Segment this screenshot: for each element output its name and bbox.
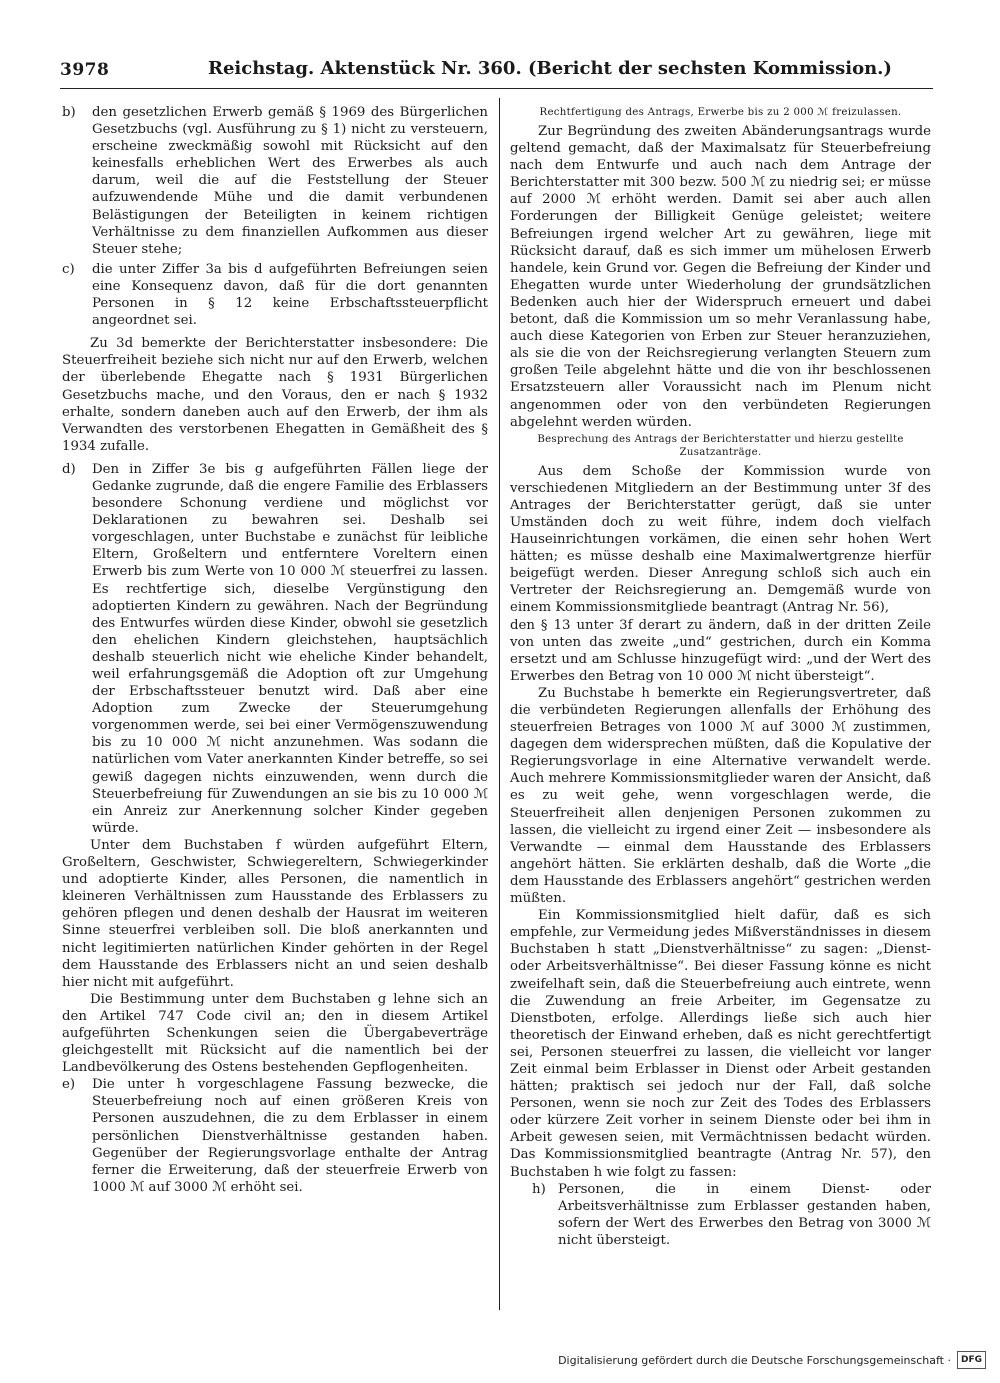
paragraph: Aus dem Schoße der Kommission wurde von verschiedenen Mitgliedern an der Bestimmung unter 3f des Antrages der Berichterstatter gerügt, daß sie unter Umständen doch zu weit führe, indem doch vielfach Hauseinrichtungen vorkämen, die einen sehr hohen Wert hätten; es müsse deshalb eine Maximalwertgrenze hierfür beigefügt werden. Dieser Anregung schloß sich auch ein Vertreter der Reichsregierung an. Demgemäß wurde von einem Kommissionsmitgliede beantragt (Antrag Nr. 56), — [510, 463, 931, 616]
section-heading: Rechtfertigung des Antrags, Erwerbe bis zu 2 000 ℳ freizulassen. — [539, 107, 902, 118]
paragraph: Ein Kommissionsmitglied hielt dafür, daß es sich empfehle, zur Vermeidung jedes Mißverständnisses in diesem Buchstaben h statt „Dienstverhältnisse“ zu sagen: „Dienst- oder Arbeitsverhältnisse“. Bei dieser Fassung könne es nicht zweifelhaft sein, daß die Steuerbefreiung auch eintrete, wenn die Zuwendung an freie Arbeiter, im Gegensatze zu Dienstboten, erfolge. Allerdings ließe sich auch hier theoretisch der Einwand erheben, daß es nicht gerechtfertigt sei, Personen steuerfrei zu lassen, die vielleicht vor langer Zeit einmal beim Erblasser in Dienst oder Arbeit gestanden hätten; praktisch sei jedoch nur der Fall, daß solche Personen, wenn sie noch zur Zeit des Todes des Erblassers oder kürzere Zeit vorher in seinem Dienste oder bei ihm in Arbeit gewesen seien, mit Vermächtnissen bedacht würden. Das Kommissionsmitglied beantragte (Antrag Nr. 57), den Buchstaben h wie folgt zu fassen: — [510, 908, 931, 1180]
item-label: b) — [62, 105, 76, 120]
item-label: c) — [62, 261, 75, 277]
list-item-c — [62, 261, 488, 329]
item-text: Personen, die in einem Dienst- oder Arbeitsverhältnisse zum Erblasser gestanden haben, sofern der Wert des Erwerbes den Betrag von 3000 ℳ nicht übersteigt. — [558, 1181, 931, 1248]
paragraph-3d: Zu 3d bemerkte der Berichterstatter insbesondere: Die Steuerfreiheit beziehe sich nicht nur auf den Erwerb, welchen der überlebende Ehegatte nach § 1931 Bürgerlichen Gesetzbuchs mache, und den Voraus, den er nach § 1932 erhalte, sondern daneben auch auf den Erwerb, der ihm als Verwandten des verstorbenen Ehegatten in Gemäßheit des § 1934 zufalle. — [62, 336, 488, 454]
list-item-b — [62, 104, 488, 258]
item-text: Den in Ziffer 3e bis g aufgeführten Fällen liege der Gedanke zugrunde, daß die engere Familie des Erblassers besondere Schonung verdiene und möglichst vor Deklarationen zu bewahren sei. Deshalb sei vorgeschlagen, unter Buchstabe e zunächst für leibliche Eltern, Großeltern und entferntere Voreltern einen Erwerb bis zum Werte von 10 000 ℳ steuerfrei zu lassen. Es rechtfertige sich, dieselbe Vergünstigung den adoptierten Kindern zu gewähren. Nach der Begründung des Entwurfes würden diese Kinder, obwohl sie gesetzlich den ehelichen Kindern gleichstehen, hauptsächlich deshalb steuerlich nicht wie eheliche Kinder behandelt, weil erfahrungsgemäß die Adoption oft zur Umgehung der Erbschaftssteuer benutzt wird. Daß aber eine Adoption zum Zwecke der Steuerumgehung vorgenommen werde, sei bei einer Vermögenszuwendung bis zu 10 000 ℳ nicht anzunehmen. Was sodann die natürlichen vom Vater anerkannten Kinder betreffe, so sei gewiß dagegen nichts einzuwenden, wenn durch die Steuerbefreiung für Zuwendungen an sie bis zu 10 000 ℳ ein Anreiz zur Anerkennung solcher Kinder gegeben würde. — [92, 461, 488, 836]
digitization-footer — [558, 1351, 986, 1369]
item-text: Die unter h vorgeschlagene Fassung bezwecke, die Steuerbefreiung noch auf einen größeren Kreis von Personen auszudehnen, die zu dem Erblasser in einem persönlichen Dienstverhältnisse gestanden haben. Gegenüber der Regierungsvorlage enthalte der Antrag ferner die Erweiterung, daß der steuerfreie Erwerb von 1000 ℳ auf 3000 ℳ erhöht sei. — [92, 1077, 488, 1195]
paragraph: Zur Begründung des zweiten Abänderungsantrags wurde geltend gemacht, daß der Maximalsatz für Steuerbefreiung nach dem Entwurfe und auch nach dem Antrage der Berichterstatter mit 300 bezw. 500 ℳ zu niedrig sei; er müsse auf 2000 ℳ erhöht werden. Damit sei aber auch allen Forderungen der Billigkeit Genüge geleistet; weitere Befreiungen irgend welcher Art zu gewähren, liege mit Rücksicht darauf, daß es sich immer um mühelosen Erwerb handele, kein Grund vor. Gegen die Befreiung der Kinder und Ehegatten wurde unter Wiederholung der grundsätzlichen Bedenken auch hier der Widerspruch erneuert und dabei betont, daß die Kommission um so mehr Veranlassung habe, auch diese Kategorien von Erben zur Steuer heranzuziehen, als sie die von der Reichsregierung verlangten Steuern zum großen Teile abgelehnt hätte und die von ihr beschlossenen Ersatzsteuern aller Voraussicht nach im Plenum nicht angenommen oder von den verbündeten Regierungen abgelehnt werden würden. — [510, 124, 931, 430]
list-item-h — [532, 1181, 931, 1249]
item-label: e) — [62, 1077, 76, 1093]
left-column — [62, 104, 488, 1196]
header-rule — [60, 88, 933, 89]
motion-quote: den § 13 unter 3f derart zu ändern, daß in der dritten Zeile von unten das zweite „und“ gestrichen, durch ein Komma ersetzt und am Schlusse hinzugefügt wird: „und der Wert des Erwerbes den Betrag von 10 000 ℳ nicht übersteigt“. — [510, 617, 931, 684]
paragraph: Zu Buchstabe h bemerkte ein Regierungsvertreter, daß die verbündeten Regierungen allenfalls der Erhöhung des steuerfreien Betrages von 1000 ℳ auf 3000 ℳ zustimmen, dagegen dem widersprechen müßten, daß die Kopulative der Regierungsvorlage in eine Alternative verwandelt werde. Auch mehrere Kommissionsmitglieder waren der Ansicht, daß es zu weit gehe, wenn vorgeschlagen werde, die Steuerfreiheit allen denjenigen Personen zukommen zu lassen, die vielleicht zu irgend einer Zeit — insbesondere als Verwandte — einmal dem Hausstande des Erblassers angehört hätten. Sie erklärten deshalb, daß die Worte „die dem Hausstande des Erblassers angehört“ gestrichen werden müßten. — [510, 685, 931, 907]
item-label: h) — [532, 1181, 546, 1197]
page-number: 3978 — [60, 60, 110, 80]
footer-text: Digitalisierung gefördert durch die Deutsche Forschungsgemeinschaft · — [558, 1353, 951, 1367]
list-item-e — [62, 1076, 488, 1196]
list-item-d — [62, 461, 488, 837]
section-heading: Besprechung des Antrags der Berichterstatter und hierzu gestellte Zusatzanträge. — [537, 433, 904, 458]
item-label: d) — [62, 461, 76, 477]
paragraph-g: Die Bestimmung unter dem Buchstaben g lehne sich an den Artikel 747 Code civil an; den in diesem Artikel aufgeführten Schenkungen seien die Übergabeverträge gleichgestellt mit Rücksicht auf die namentlich bei der Landbevölkerung des Ostens bestehenden Gepflogenheiten. — [62, 991, 488, 1076]
column-divider — [499, 98, 500, 1310]
right-column — [510, 104, 931, 1249]
page-title: Reichstag. Aktenstück Nr. 360. (Bericht der sechsten Kommission.) — [208, 58, 892, 79]
item-text: den gesetzlichen Erwerb gemäß § 1969 des Bürgerlichen Gesetzbuchs (vgl. Ausführung zu § 1) nicht zu versteuern, erscheine zweckmäßig sowohl mit Rücksicht auf den keinesfalls erheblichen Wert des Erwerbes als auch darum, weil die auf die Feststellung der Steuer aufzuwendende Mühe und die damit verbundenen Belästigungen der Beteiligten in keinem richtigen Verhältnisse zu dem finanziellen Aufkommen aus dieser Steuer stehe; — [92, 105, 488, 257]
dfg-logo: DFG — [957, 1351, 986, 1369]
item-text: die unter Ziffer 3a bis d aufgeführten Befreiungen seien eine Konsequenz davon, daß für die dort genannten Personen in § 12 keine Erbschaftssteuerpflicht angeordnet sei. — [92, 261, 488, 329]
paragraph-f: Unter dem Buchstaben f würden aufgeführt Eltern, Großeltern, Geschwister, Schwiegereltern, Schwiegerkinder und adoptierte Kinder, alles Personen, die namentlich in kleineren Verhältnissen zum Hausstande des Erblassers zu gehören pflegen und denen deshalb der Hausrat im weiteren Sinne steuerfrei verbleiben soll. Die bloß anerkannten und nicht legitimierten natürlichen Kinder gehörten in der Regel dem Hausstande des Erblassers nicht an und seien deshalb hier nicht mit aufgeführt. — [62, 837, 488, 990]
running-header — [60, 58, 930, 84]
